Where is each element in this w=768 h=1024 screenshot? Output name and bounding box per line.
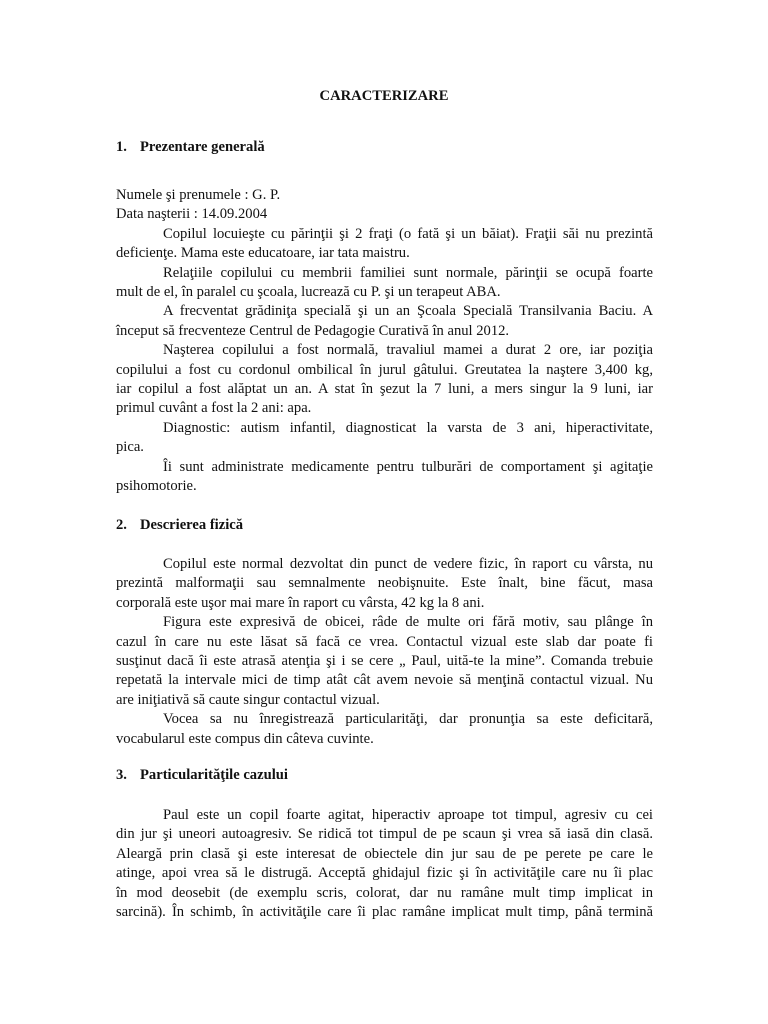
section-title: Descrierea fizică — [140, 517, 244, 533]
text-line: sarcină). În schimb, în activităţile care îi plac ramâne implicat mult timp, până termină — [116, 903, 653, 920]
text-line: atinge, apoi vrea să le distrugă. Acceptă ghidajul fizic şi în activităţile care nu îi plac — [116, 865, 653, 882]
text-line: Copilul locuieşte cu părinţii şi 2 fraţi (o fată şi un băiat). Fraţii săi nu prezintă — [163, 225, 653, 242]
section-number: 1. — [116, 139, 127, 155]
section-body-2 — [116, 555, 653, 749]
birth-date-line: Data naşterii : 14.09.2004 — [116, 206, 268, 223]
text-line: Vocea sa nu înregistrează particularităţi, dar pronunţia sa este deficitară, — [163, 711, 653, 728]
text-line: psihomotorie. — [116, 477, 197, 494]
section-heading-2 — [116, 516, 243, 535]
text-line: corporală este uşor mai mare în raport cu vârsta, 42 kg la 8 ani. — [116, 594, 485, 611]
text-line: Aleargă prin clasă şi este interesat de obiectele din jur sau de pe perete pe care le — [116, 845, 653, 862]
section-body-1 — [116, 186, 653, 496]
name-line: Numele şi prenumele : G. P. — [116, 187, 281, 203]
text-line: iar copilul a fost alăptat un an. A stat în şezut la 7 luni, a mers singur la 9 luni, iar — [116, 380, 653, 397]
text-line: Naşterea copilului a fost normală, travaliul mamei a durat 2 ore, iar poziţia — [163, 342, 653, 359]
text-line: A frecventat grădiniţa specială şi un an Şcoala Specială Transilvania Baciu. A — [163, 303, 653, 320]
text-line: repetată la intervale mici de timp atât cât avem nevoie să menţină contactul vizual. Nu — [116, 672, 653, 689]
text-line: mult de el, în paralel cu şcoala, lucrează cu P. şi un terapeut ABA. — [116, 284, 501, 300]
document-title: CARACTERIZARE — [319, 88, 449, 104]
section-title: Particularităţile cazului — [140, 767, 288, 783]
section-number: 3. — [116, 767, 127, 783]
text-line: din jur şi uneori autoagresiv. Se ridică tot timpul de pe scaun şi vrea să iasă din clasă. — [116, 826, 653, 843]
text-line: Relaţiile copilului cu membrii familiei sunt normale, părinţii se ocupă foarte — [163, 264, 653, 281]
section-title: Prezentare generală — [140, 139, 265, 155]
text-line: cazul în care nu este lăsat să facă ce vrea. Contactul vizual este slab dar poate fi — [116, 633, 653, 650]
text-line: prezintă malformaţii sau semnalmente neobişnuite. Este înalt, bine făcut, masa — [116, 575, 653, 592]
section-heading-3 — [116, 766, 288, 785]
text-line: Figura este expresivă de obicei, râde de multe ori fără motiv, sau plânge în — [163, 614, 653, 631]
section-body-3 — [116, 806, 653, 922]
text-line: are iniţiativă să caute singur contactul vizual. — [116, 691, 380, 708]
text-line: început să frecventeze Centrul de Pedagogie Curativă în anul 2012. — [116, 322, 510, 339]
section-heading-1 — [116, 138, 265, 157]
text-line: Diagnostic: autism infantil, diagnosticat la varsta de 3 ani, hiperactivitate, — [163, 419, 653, 436]
text-line: vocabularul este compus din câteva cuvinte. — [116, 730, 374, 747]
text-line: susţinut dacă îi este atrasă atenţia şi i se cere „ Paul, uită-te la mine”. Comanda trebuie — [116, 652, 653, 669]
text-line: Copilul este normal dezvoltat din punct de vedere fizic, în raport cu vârsta, nu — [163, 556, 653, 572]
text-line: copilului a fost cu cordonul ombilical în jurul gâtului. Greutatea la naştere 3,400 kg, — [116, 361, 653, 378]
text-line: în mod deosebit (de exemplu scris, colorat, dar nu ramâne mult timp implicat in — [116, 884, 653, 901]
text-line: Îi sunt administrate medicamente pentru tulburări de comportament şi agitaţie — [163, 458, 653, 475]
text-line: deficienţe. Mama este educatoare, iar tata maistru. — [116, 245, 410, 262]
text-line: Paul este un copil foarte agitat, hiperactiv aproape tot timpul, agresiv cu cei — [163, 807, 653, 823]
text-line: primul cuvânt a fost la 2 ani: apa. — [116, 400, 312, 417]
text-line: pica. — [116, 439, 144, 456]
section-number: 2. — [116, 517, 127, 533]
